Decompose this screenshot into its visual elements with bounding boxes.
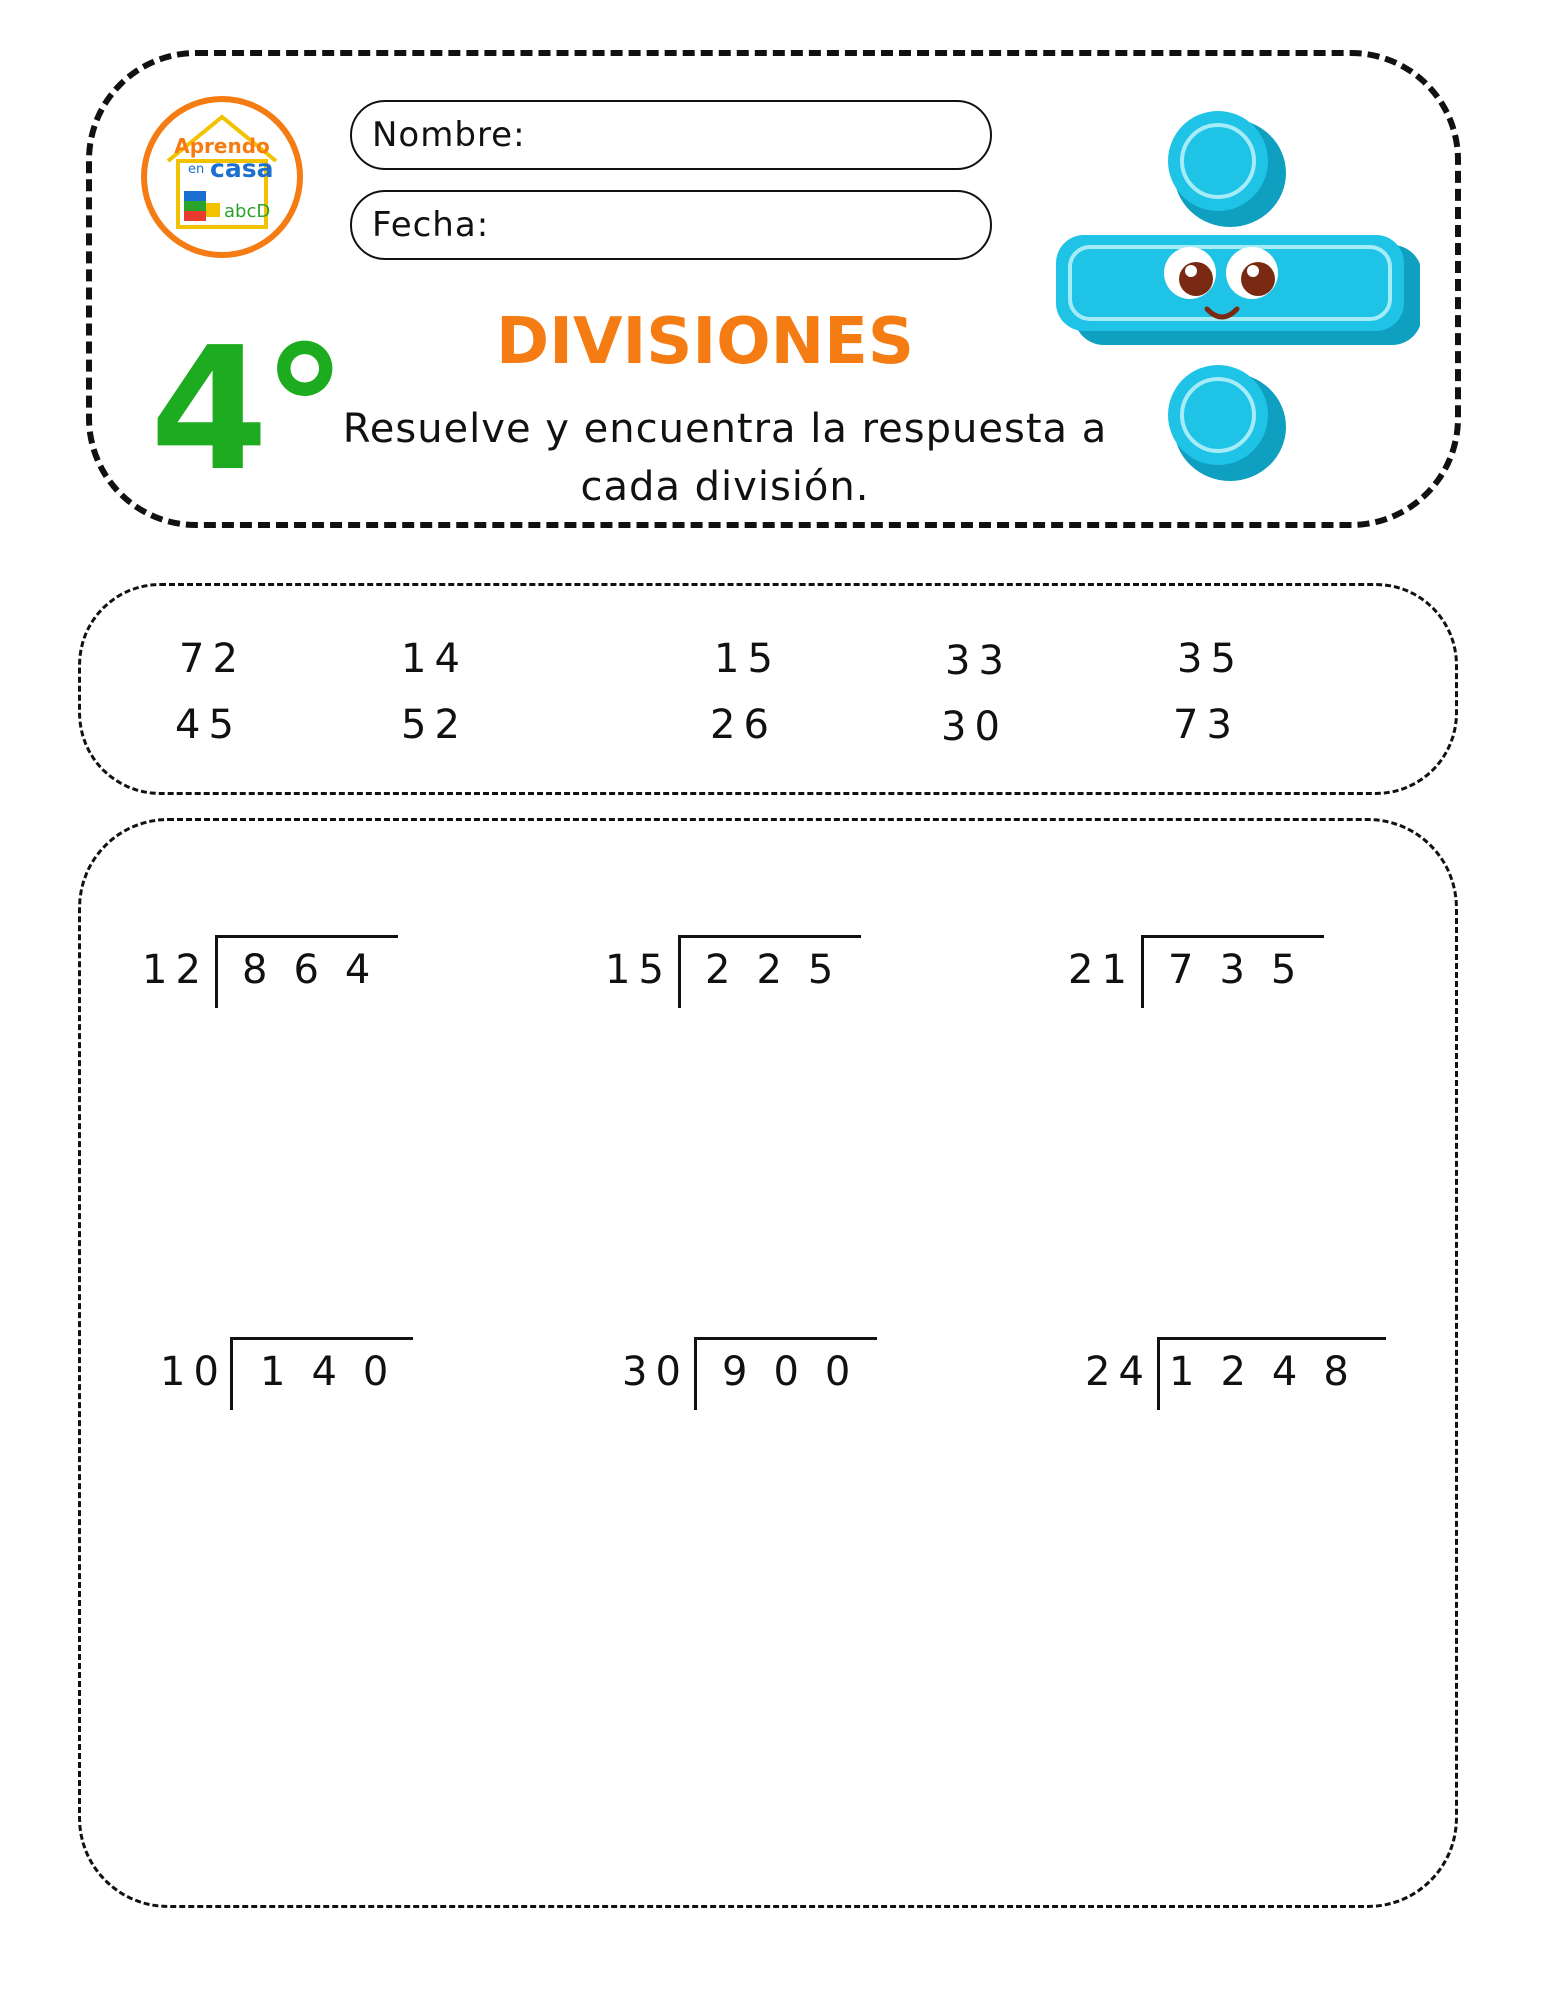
name-field[interactable]	[350, 100, 992, 170]
answer-option: 14	[401, 636, 468, 682]
logo-text-casa: casa	[210, 154, 274, 183]
dividend: 140	[260, 1349, 415, 1395]
answer-option: 35	[1177, 636, 1244, 682]
dividend: 225	[705, 947, 860, 993]
answer-option: 73	[1173, 702, 1240, 748]
aprendo-en-casa-logo	[140, 95, 304, 259]
divisor: 30	[622, 1349, 689, 1395]
answer-option: 72	[179, 636, 246, 682]
division-problem-1	[142, 935, 402, 1009]
answer-option: 52	[401, 702, 468, 748]
dividend: 864	[242, 947, 397, 993]
division-problem-2	[605, 935, 865, 1009]
logo-text-aprendo: Aprendo	[174, 134, 270, 158]
answer-option: 33	[945, 638, 1012, 684]
division-problem-3	[1068, 935, 1328, 1009]
logo-text-letters: abcD	[224, 201, 271, 222]
answer-options-box	[78, 583, 1458, 795]
answer-option: 26	[710, 702, 777, 748]
grade-label: 4°	[150, 311, 342, 509]
divisor: 21	[1068, 947, 1135, 993]
divisor: 24	[1085, 1349, 1152, 1395]
date-field[interactable]	[350, 190, 992, 260]
logo-text-en: en	[188, 162, 205, 177]
division-sign-mascot-icon	[1050, 105, 1420, 495]
worksheet-title: DIVISIONES	[496, 305, 914, 379]
answer-option: 15	[714, 636, 781, 682]
division-problem-4	[160, 1337, 420, 1411]
divisor: 12	[142, 947, 209, 993]
date-label: Fecha:	[372, 205, 490, 245]
division-problem-6	[1085, 1337, 1385, 1411]
dividend: 1248	[1169, 1349, 1375, 1395]
divisor: 10	[160, 1349, 227, 1395]
instruction-text: Resuelve y encuentra la respuesta a cada división.	[342, 406, 1108, 510]
divisor: 15	[605, 947, 672, 993]
dividend: 735	[1168, 947, 1323, 993]
answer-option: 45	[175, 702, 242, 748]
name-label: Nombre:	[372, 115, 526, 155]
answer-option: 30	[941, 704, 1008, 750]
division-problem-5	[622, 1337, 882, 1411]
dividend: 900	[722, 1349, 877, 1395]
